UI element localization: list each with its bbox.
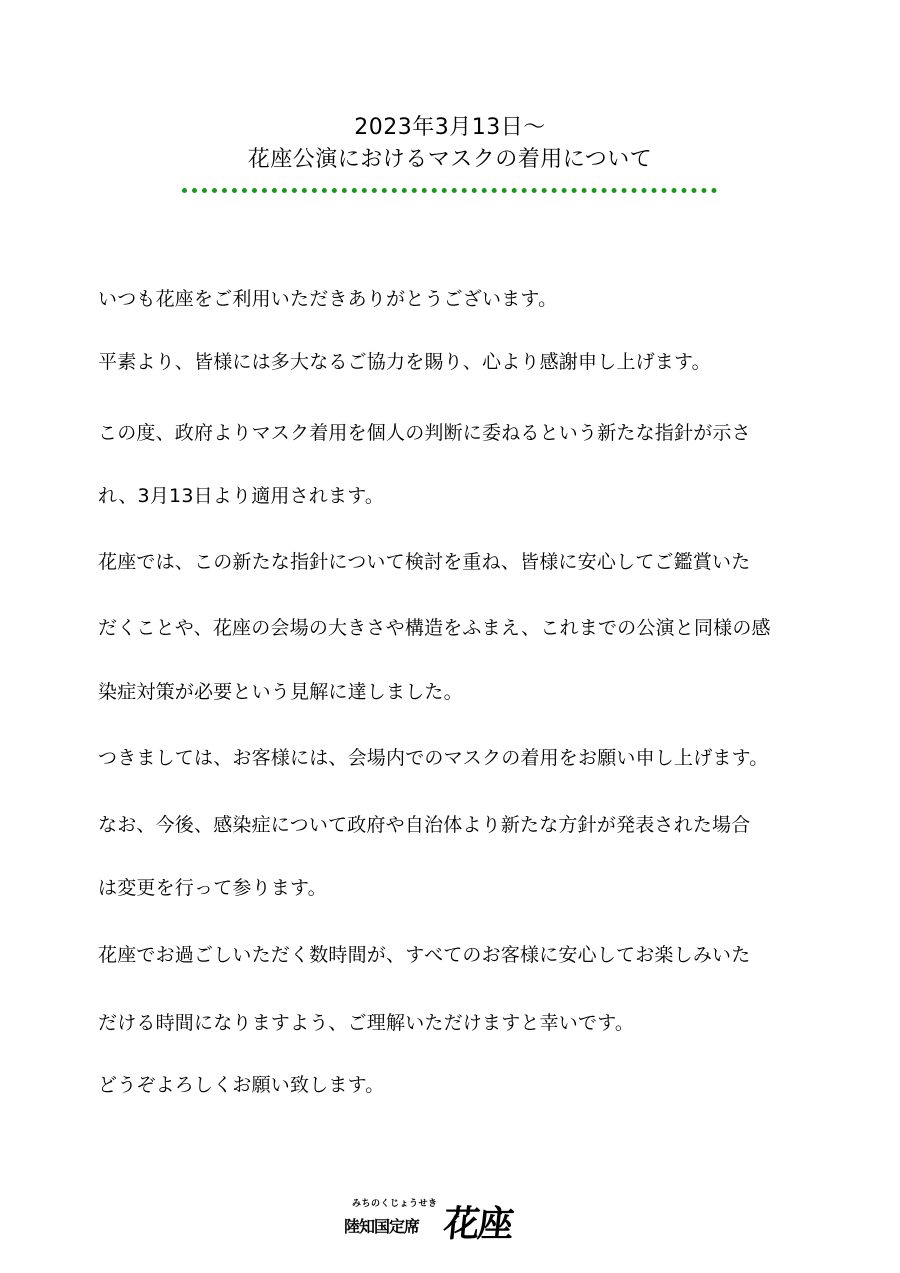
body-line: だける時間になりますよう、ご理解いただけますと幸いです。 <box>98 1012 635 1034</box>
logo-ruby: みちのくじょうせき <box>352 1199 438 1209</box>
body-line: 染症対策が必要という見解に達しました。 <box>98 681 463 703</box>
body-line: つきましては、お客様には、会場内でのマスクの着用をお願い申し上げます。 <box>98 747 769 769</box>
page-title: 花座公演におけるマスクの着用について <box>247 147 653 172</box>
body-line: は変更を行って参ります。 <box>98 877 327 899</box>
body-line: 花座では、この新たな指針について検討を重ね、皆様に安心してご鑑賞いた <box>98 551 751 573</box>
body-line: なお、今後、感染症について政府や自治体より新たな方針が発表された場合 <box>98 814 751 836</box>
title-divider <box>182 188 717 193</box>
logo-wordmark: 花座 <box>441 1203 514 1245</box>
body-line: だくことや、花座の会場の大きさや構造をふまえ、これまでの公演と同様の感 <box>98 617 771 639</box>
body-line: 花座でお過ごしいただく数時間が、すべてのお客様に安心してお楽しみいた <box>98 944 751 966</box>
body-line: れ、3月13日より適用されます。 <box>98 485 385 507</box>
hanaza-logo <box>340 1196 560 1246</box>
body-line: いつも花座をご利用いただきありがとうございます。 <box>98 288 558 310</box>
title-block <box>0 112 900 176</box>
body-line: この度、政府よりマスク着用を個人の判断に委ねるという新たな指針が示さ <box>98 422 751 444</box>
logo-subtitle: 陸知国定席 <box>344 1217 420 1236</box>
date-line: 2023年3月13日～ <box>354 115 546 140</box>
body-line: 平素より、皆様には多大なるご協力を賜り、心より感謝申し上げます。 <box>98 351 711 373</box>
body-line: どうぞよろしくお願い致します。 <box>98 1074 385 1096</box>
